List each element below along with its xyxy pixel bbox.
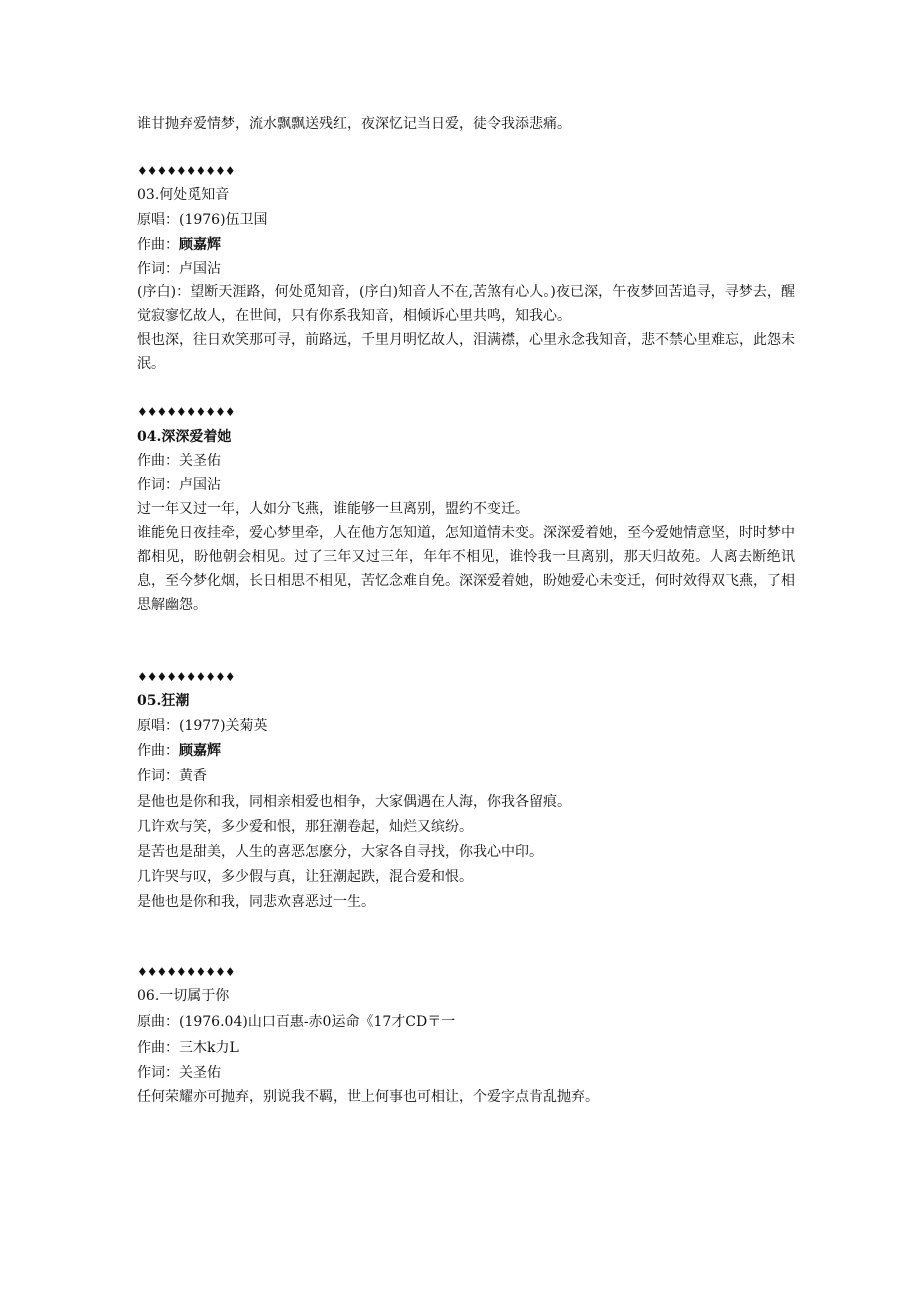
lyric-paragraph: 恨也深，往日欢笑那可寻，前路远，千里月明忆故人，泪满襟，心里永念我知音，悲不禁心里难忘，此怨未泯。 (137, 332, 795, 372)
lyric-paragraph: 谁能免日夜挂牵，爱心梦里牵，人在他方怎知道，怎知道情未变。深深爱着她，至今爱她情意坚，时时梦中都相见，盼他朝会相见。过了三年又过三年，年年不相见，谁怜我一旦离别，那天归故苑。人离去断绝讯息，至今梦化烟，长日相思不相见，苦忆念难自免。深深爱着她，盼她爱心未变迁，何时效得双飞燕，了相思解幽怨。 (137, 525, 795, 613)
song-title: 05.狂潮 (137, 693, 190, 709)
composer-name: 顾嘉辉 (179, 743, 221, 759)
lyric-line: 任何荣耀亦可抛弃，别说我不羁，世上何事也可相让，个爱字点肯乱抛弃。 (137, 1089, 599, 1105)
diamond-separator: ♦♦♦♦♦♦♦♦♦♦ (137, 164, 235, 178)
song-composer: 作曲：关圣佑 (137, 453, 221, 469)
song-lyricist: 作词：关圣佑 (137, 1065, 221, 1081)
composer-label: 作曲： (137, 237, 179, 253)
song-lyricist: 作词：黄香 (137, 768, 207, 784)
song-lyricist: 作词：卢国沾 (137, 261, 221, 277)
diamond-separator: ♦♦♦♦♦♦♦♦♦♦ (137, 405, 235, 419)
song-title: 06.一切属于你 (137, 988, 230, 1004)
song-composer (137, 741, 221, 761)
lyric-line: 是他也是你和我，同相亲相爱也相争，大家偶遇在人海，你我各留痕。 (137, 794, 571, 810)
lyric-line: 几许哭与叹，多少假与真，让狂潮起跌，混合爱和恨。 (137, 869, 473, 885)
lyric-line: 谁甘抛弃爱情梦，流水飘飘送残红，夜深忆记当日爱，徒令我添悲痛。 (137, 116, 571, 132)
composer-label: 作曲： (137, 743, 179, 759)
song-singer: 原唱：(1976)伍卫国 (137, 212, 268, 228)
lyric-line: 是苦也是甜美，人生的喜恶怎麽分，大家各自寻找，你我心中印。 (137, 844, 543, 860)
song-singer: 原曲：(1976.04)山口百惠-赤0运命《17才CD〒一 (137, 1014, 456, 1030)
song-composer: 作曲：三木k力L (137, 1040, 239, 1056)
song-singer: 原唱：(1977)关菊英 (137, 718, 268, 734)
composer-name: 顾嘉辉 (179, 237, 221, 253)
lyric-line: 过一年又过一年，人如分飞燕，谁能够一旦离别，盟约不变迁。 (137, 501, 529, 517)
lyric-paragraph: (序白)：望断天涯路，何处觅知音，(序白)知音人不在,苦煞有心人。)夜已深，午夜梦回苦追寻，寻梦去，醒觉寂寥忆故人，在世间，只有你系我知音，相倾诉心里共鸣，知我心。 (137, 284, 795, 324)
song-lyricist: 作词：卢国沾 (137, 477, 221, 493)
lyric-line: 是他也是你和我，同悲欢喜恶过一生。 (137, 894, 375, 910)
diamond-separator: ♦♦♦♦♦♦♦♦♦♦ (137, 965, 235, 979)
song-composer (137, 235, 221, 255)
song-title: 03.何处觅知音 (137, 187, 230, 203)
song-title: 04.深深爱着她 (137, 429, 232, 445)
lyric-line: 几许欢与笑，多少爱和恨，那狂潮卷起，灿烂又缤纷。 (137, 819, 473, 835)
diamond-separator: ♦♦♦♦♦♦♦♦♦♦ (137, 670, 235, 684)
